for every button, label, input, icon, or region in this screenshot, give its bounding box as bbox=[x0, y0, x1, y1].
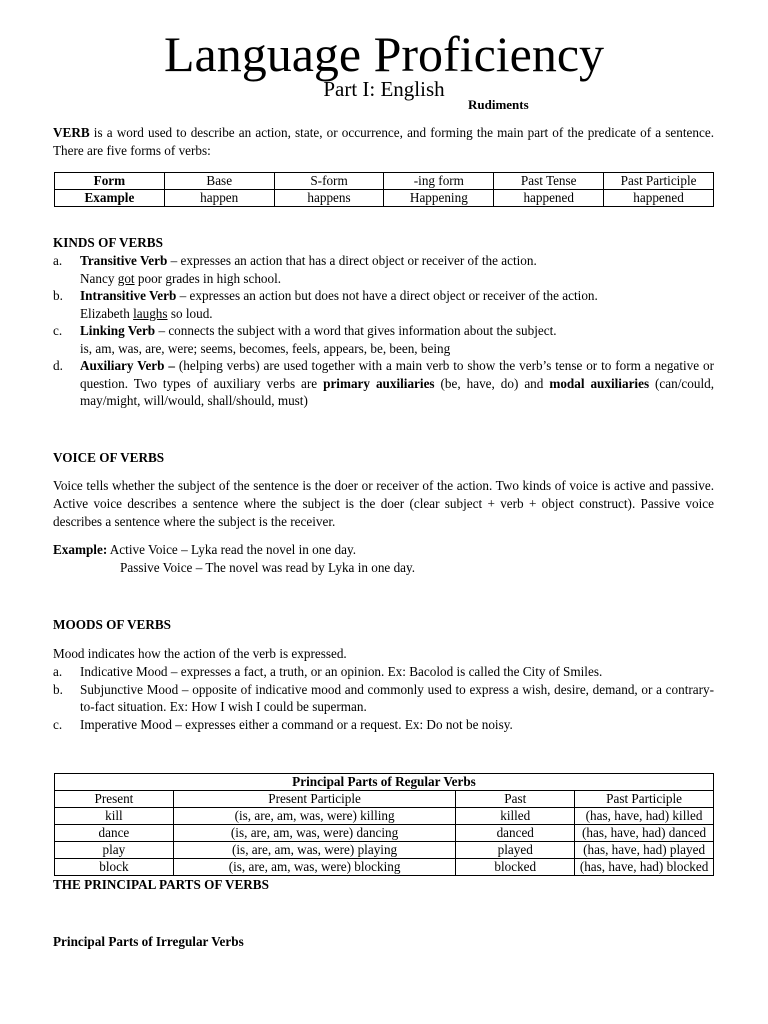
table-row bbox=[55, 808, 714, 825]
regular-verbs-table bbox=[54, 773, 714, 876]
modal-auxiliaries-term: modal auxiliaries bbox=[549, 375, 650, 391]
kind-example-verb: got bbox=[117, 270, 135, 286]
table-cell: happened bbox=[604, 190, 714, 207]
kind-desc: – connects the subject with a word that gives information about the subject. bbox=[155, 323, 557, 338]
page-title: Language Proficiency bbox=[163, 26, 605, 82]
example-label: Example: bbox=[53, 542, 108, 557]
table-row bbox=[55, 190, 714, 207]
table-cell: dance bbox=[55, 825, 174, 842]
table-row bbox=[55, 825, 714, 842]
verb-forms-table bbox=[54, 172, 714, 207]
list-marker: c. bbox=[53, 323, 63, 338]
verb-intro bbox=[53, 124, 714, 160]
active-voice-example: Active Voice – Lyka read the novel in one day. bbox=[107, 542, 356, 557]
list-marker: c. bbox=[53, 716, 63, 732]
table-cell: block bbox=[55, 859, 174, 876]
table-header: Past bbox=[456, 791, 575, 808]
list-item bbox=[53, 322, 714, 357]
kind-term: Linking Verb bbox=[80, 323, 156, 338]
table-cell: (has, have, had) played bbox=[575, 842, 714, 859]
table-cell: Base bbox=[164, 173, 274, 190]
list-marker: b. bbox=[53, 681, 63, 697]
table-row bbox=[55, 791, 714, 808]
table-row bbox=[55, 842, 714, 859]
page-subtitle: Part I: English bbox=[323, 77, 445, 101]
table-cell: blocked bbox=[456, 859, 575, 876]
table-row bbox=[55, 173, 714, 190]
table-cell: S-form bbox=[274, 173, 384, 190]
kind-desc: – expresses an action but does not have a direct object or receiver of the action. bbox=[176, 288, 598, 303]
voice-paragraph: Voice tells whether the subject of the sentence is the doer or receiver of the action. Two kinds of voice is active and passive. Active voice describes a sentence where the subject is the doer (clear subject + verb + object construct). Passive voice describes a sentence where the subject is the receiver. bbox=[53, 478, 714, 529]
kind-desc: (be, have, do) and bbox=[434, 375, 550, 391]
table-row bbox=[55, 859, 714, 876]
kind-desc: (can/could, may/might, will/would, shall/should, must) bbox=[80, 375, 714, 408]
table-cell: Past Tense bbox=[494, 173, 604, 190]
voice-example-active bbox=[53, 541, 714, 559]
mood-text: Indicative Mood – expresses a fact, a truth, or an opinion. Ex: Bacolod is called the City of Smiles. bbox=[80, 664, 603, 679]
table-cell: play bbox=[55, 842, 174, 859]
table-row bbox=[55, 774, 714, 791]
table-cell: (is, are, am, was, were) blocking bbox=[173, 859, 456, 876]
moods-heading: MOODS OF VERBS bbox=[53, 617, 171, 632]
kinds-list bbox=[53, 252, 714, 410]
table-cell: happened bbox=[494, 190, 604, 207]
kind-example: poor grades in high school. bbox=[134, 270, 282, 286]
table-cell: (has, have, had) danced bbox=[575, 825, 714, 842]
moods-list bbox=[53, 663, 714, 733]
table-cell: Example bbox=[55, 190, 165, 207]
kind-desc: (helping verbs) are used together with a main verb to show the verb’s tense or to form a negative or question. Two types of auxiliary verbs are bbox=[80, 358, 714, 391]
table-cell: played bbox=[456, 842, 575, 859]
voice-example-passive: Passive Voice – The novel was read by Lyka in one day. bbox=[120, 560, 416, 575]
list-item bbox=[53, 357, 714, 410]
table-cell: Form bbox=[55, 173, 165, 190]
verb-term: VERB bbox=[53, 125, 90, 140]
voice-heading: VOICE OF VERBS bbox=[53, 450, 165, 465]
list-item bbox=[53, 252, 714, 287]
primary-auxiliaries-term: primary auxiliaries bbox=[323, 375, 435, 391]
verb-definition: is a word used to describe an action, state, or occurrence, and forming the main part of the predicate of a sentence. There are five forms of verbs: bbox=[53, 125, 714, 158]
irregular-heading: Principal Parts of Irregular Verbs bbox=[53, 934, 244, 949]
kind-example: Elizabeth bbox=[80, 305, 134, 321]
table-cell: danced bbox=[456, 825, 575, 842]
kind-example: is, am, was, are, were; seems, becomes, feels, appears, be, been, being bbox=[80, 340, 451, 356]
table-caption: Principal Parts of Regular Verbs bbox=[55, 774, 714, 791]
table-cell: Past Participle bbox=[604, 173, 714, 190]
kind-term: Auxiliary Verb – bbox=[80, 358, 175, 373]
table-header: Present Participle bbox=[173, 791, 456, 808]
kind-term: Intransitive Verb bbox=[80, 288, 177, 303]
list-marker: b. bbox=[53, 288, 63, 303]
mood-text: Subjunctive Mood – opposite of indicative mood and commonly used to express a wish, desire, demand, or a contrary-to-fact situation. Ex: How I wish I could be superman. bbox=[80, 681, 714, 714]
list-item bbox=[53, 663, 714, 681]
table-cell: killed bbox=[456, 808, 575, 825]
list-marker: a. bbox=[53, 664, 63, 679]
table-cell: Happening bbox=[384, 190, 494, 207]
table-cell: happen bbox=[164, 190, 274, 207]
table-cell: (is, are, am, was, were) killing bbox=[173, 808, 456, 825]
moods-intro: Mood indicates how the action of the verb is expressed. bbox=[53, 646, 347, 661]
table-cell: (has, have, had) killed bbox=[575, 808, 714, 825]
kind-desc: – expresses an action that has a direct object or receiver of the action. bbox=[167, 253, 537, 268]
table-cell: kill bbox=[55, 808, 174, 825]
table-cell: -ing form bbox=[384, 173, 494, 190]
table-cell: (has, have, had) blocked bbox=[575, 859, 714, 876]
mood-text: Imperative Mood – expresses either a command or a request. Ex: Do not be noisy. bbox=[80, 716, 513, 732]
table-header: Past Participle bbox=[575, 791, 714, 808]
table-cell: happens bbox=[274, 190, 384, 207]
table-header: Present bbox=[55, 791, 174, 808]
list-item bbox=[53, 716, 714, 734]
list-marker: a. bbox=[53, 253, 63, 268]
kind-example: so loud. bbox=[167, 305, 213, 321]
kind-example-verb: laughs bbox=[133, 305, 168, 321]
list-marker: d. bbox=[53, 358, 63, 373]
table-cell: (is, are, am, was, were) playing bbox=[173, 842, 456, 859]
section-label: Rudiments bbox=[468, 97, 529, 112]
kind-example: Nancy bbox=[80, 270, 118, 286]
list-item bbox=[53, 287, 714, 322]
kind-term: Transitive Verb bbox=[80, 253, 168, 268]
list-item bbox=[53, 681, 714, 716]
principal-parts-heading: THE PRINCIPAL PARTS OF VERBS bbox=[53, 877, 269, 892]
kinds-heading: KINDS OF VERBS bbox=[53, 235, 163, 250]
table-cell: (is, are, am, was, were) dancing bbox=[173, 825, 456, 842]
